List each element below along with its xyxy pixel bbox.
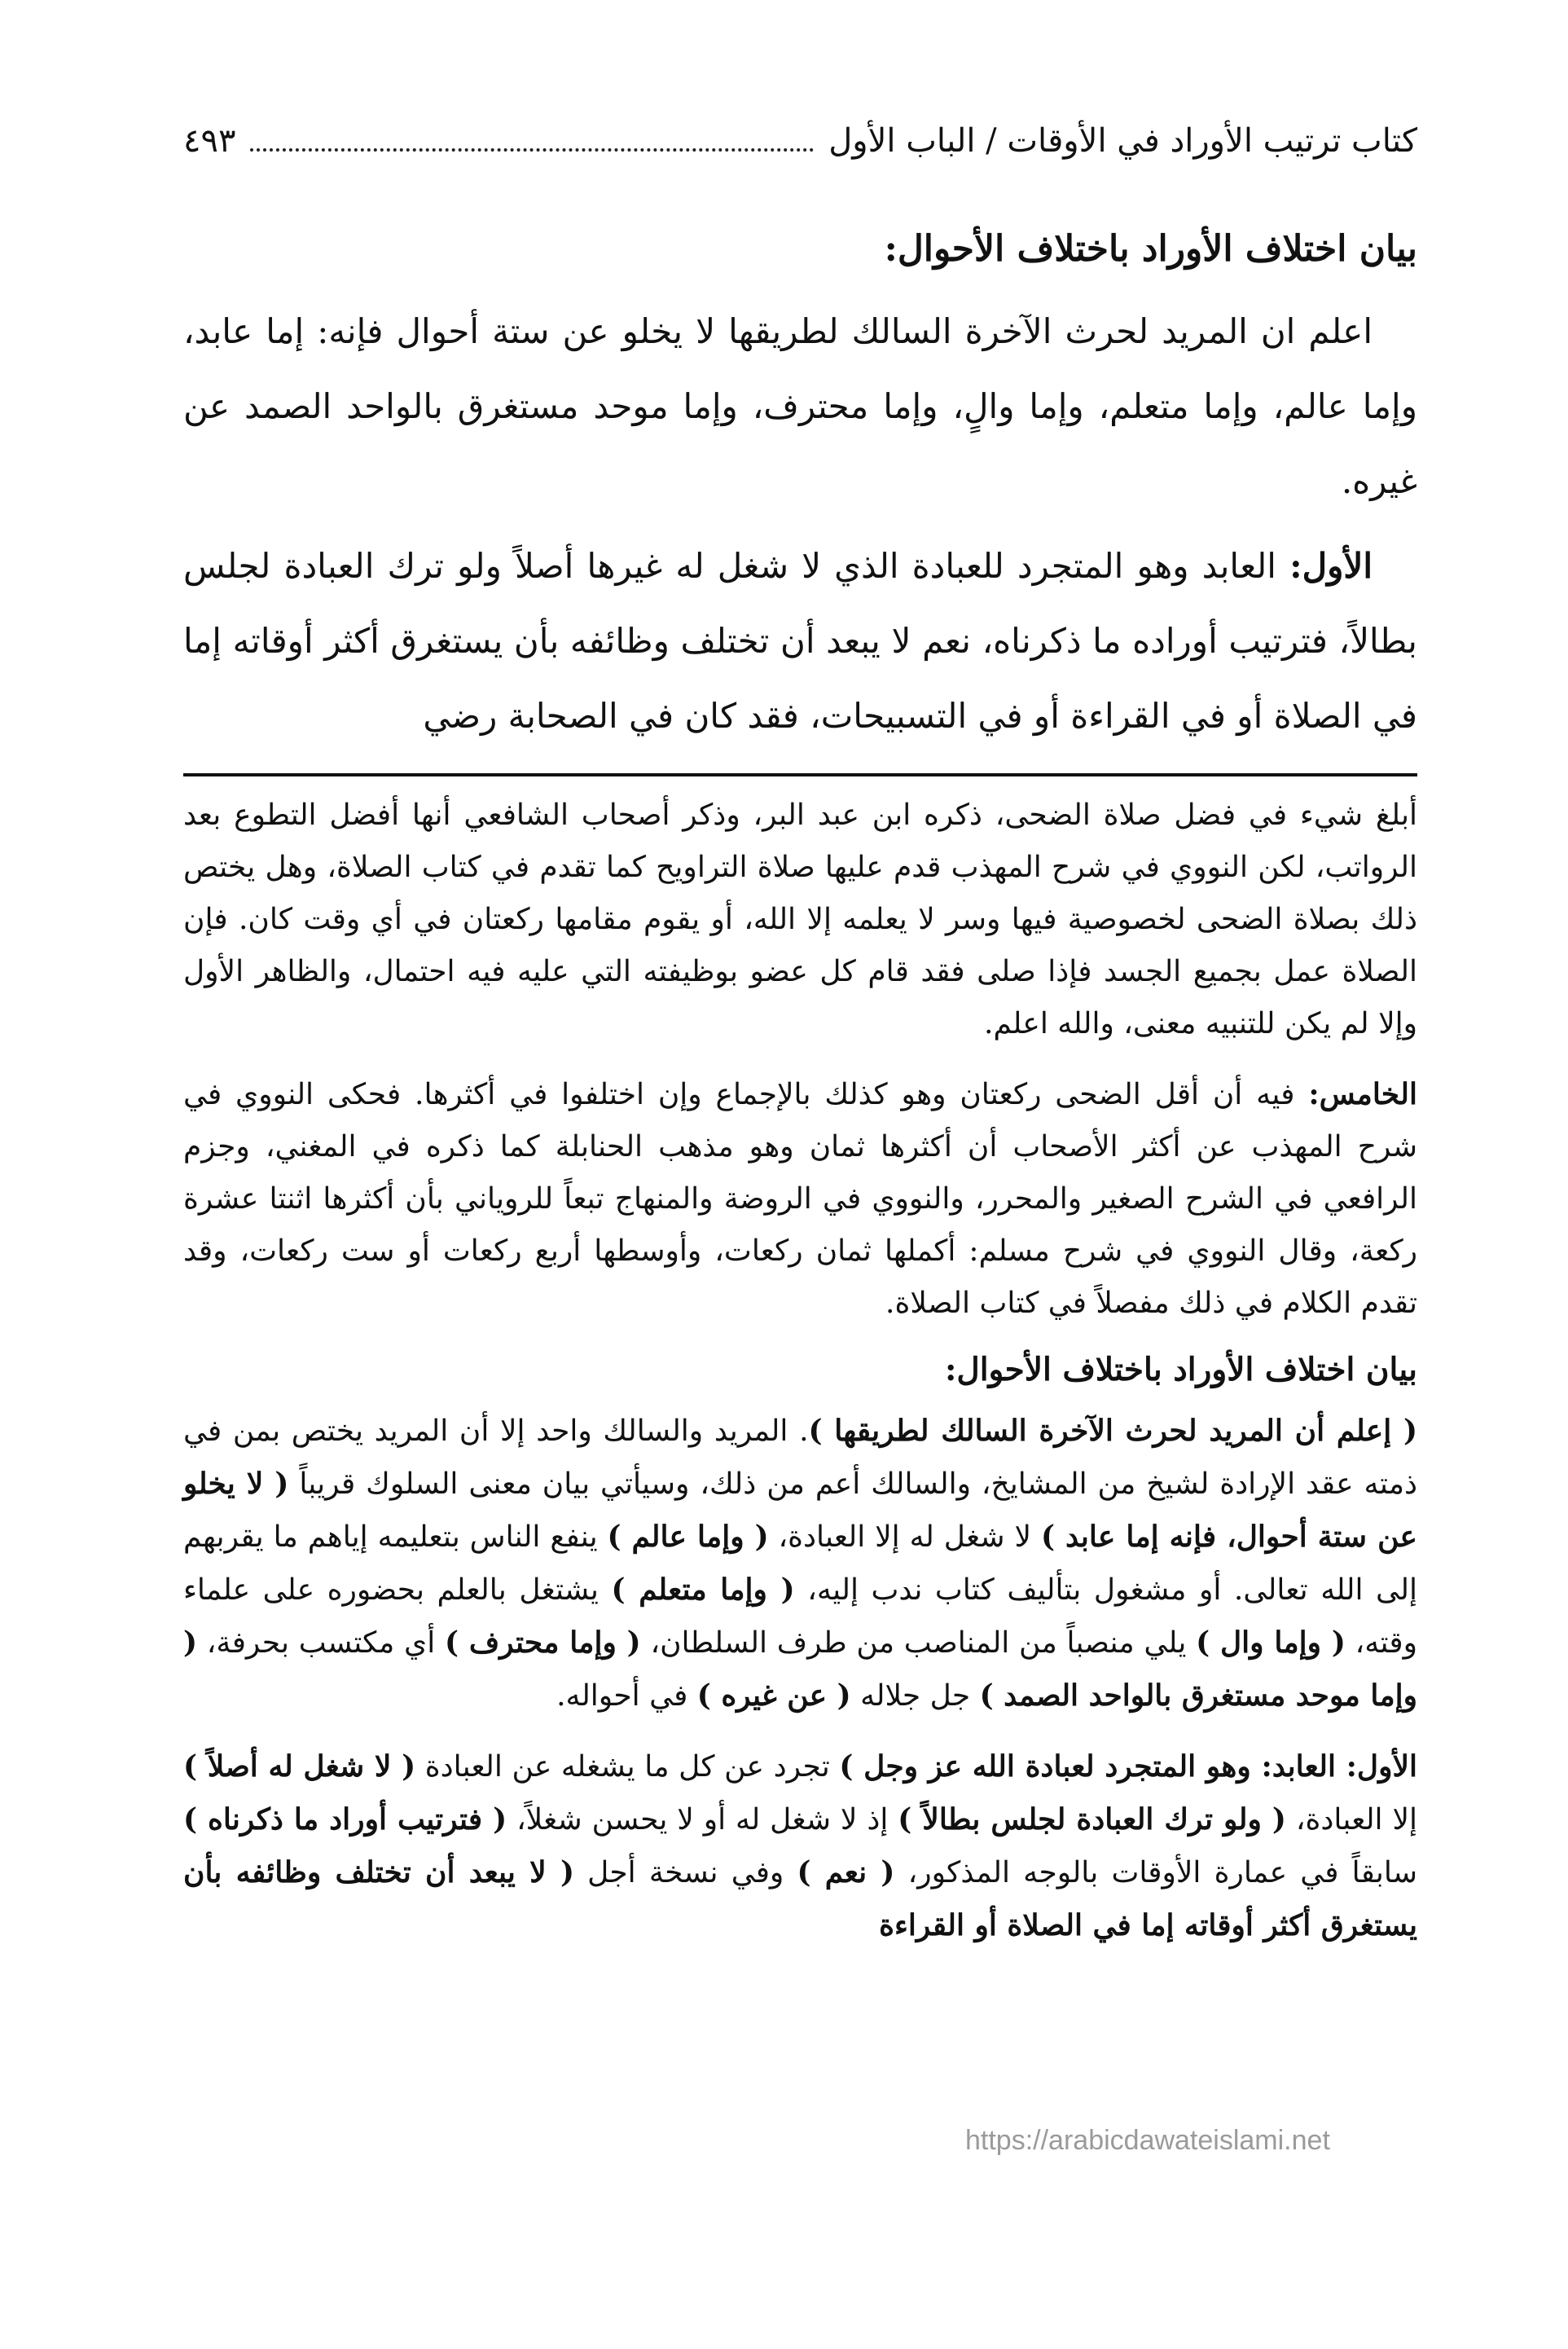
commentary-paragraph-4: الأول: العابد: وهو المتجرد لعبادة الله عز وجل ) تجرد عن كل ما يشغله عن العبادة ( لا شغل له أصلاً ) إلا العبادة، ( ولو ترك العبادة لجلس بطالاً ) إذ لا شغل له أو لا يحسن شغلاً، ( فترتيب أوراد ما ذكرناه ) سابقاً في عمارة الأوقات بالوجه المذكور، ( نعم ) وفي نسخة أجل ( لا يبعد أن تختلف وظائفه بأن يستغرق أكثر أوقاته إما في الصلاة أو القراءة: [183, 1749, 1418, 1942]
commentary-section: [183, 790, 1417, 1952]
page-number: ٤٩٣: [183, 122, 236, 160]
header-title: كتاب ترتيب الأوراد في الأوقات / الباب الأول: [828, 122, 1417, 160]
commentary-paragraph-3: ( إعلم أن المريد لحرث الآخرة السالك لطريقها ). المريد والسالك واحد إلا أن المريد يختص بمن في ذمته عقد الإرادة لشيخ من المشايخ، والسالك أعم من ذلك، وسيأتي بيان معنى السلوك قريباً ( لا يخلو عن ستة أحوال، فإنه إما عابد ) لا شغل له إلا العبادة، ( وإما عالم ) ينفع الناس بتعليمه إياهم ما يقربهم إلى الله تعالى. أو مشغول بتأليف كتاب ندب إليه، ( وإما متعلم ) يشتغل بالعلم بحضوره على علماء وقته، ( وإما وال ) يلي منصباً من المناصب من طرف السلطان، ( وإما محترف ) أي مكتسب بحرفة، ( وإما موحد مستغرق بالواحد الصمد ) جل جلاله ( عن غيره ) في أحواله.: [183, 1414, 1418, 1713]
source-watermark: https://arabicdawateislami.net: [965, 2125, 1330, 2156]
footnote-separator: [183, 773, 1417, 776]
book-page: [183, 122, 1417, 2273]
main-paragraph-2-lead: الأول:: [1289, 546, 1373, 586]
main-paragraph-2: الأول: العابد وهو المتجرد للعبادة الذي لا شغل له غيرها أصلاً ولو ترك العبادة لجلس بطالاً، فترتيب أوراده ما ذكرناه، نعم لا يبعد أن تختلف وظائفه بأن يستغرق أكثر أوقاته إما في الصلاة أو في القراءة أو في التسبيحات، فقد كان في الصحابة رضي: [183, 546, 1417, 736]
main-paragraph-1: اعلم ان المريد لحرث الآخرة السالك لطريقها لا يخلو عن ستة أحوال فإنه: إما عابد، وإما عالم، وإما متعلم، وإما والٍ، وإما محترف، وإما موحد مستغرق بالواحد الصمد عن غيره.: [183, 311, 1417, 501]
section-heading: بيان اختلاف الأوراد باختلاف الأحوال:: [884, 228, 1417, 270]
commentary-heading: بيان اختلاف الأوراد باختلاف الأحوال:: [944, 1351, 1417, 1388]
main-text: [183, 228, 1417, 754]
header-dot-leader: [250, 148, 814, 152]
running-header: [183, 122, 1417, 179]
commentary-paragraph-2: الخامس: فيه أن أقل الضحى ركعتان وهو كذلك بالإجماع وإن اختلفوا في أكثرها. فحكى النووي في شرح المهذب عن أكثر الأصحاب أن أكثرها ثمان وهو مذهب الحنابلة كما ذكره في المغني، وجزم الرافعي في الشرح الصغير والمحرر، والنووي في الروضة والمنهاج تبعاً للروياني بأن أكثرها اثنتا عشرة ركعة، وقال النووي في شرح مسلم: أكملها ثمان ركعات، وأوسطها أربع ركعات أو ست ركعات، وقد تقدم الكلام في ذلك مفصلاً في كتاب الصلاة.: [183, 1077, 1417, 1320]
commentary-paragraph-1: أبلغ شيء في فضل صلاة الضحى، ذكره ابن عبد البر، وذكر أصحاب الشافعي أنها أفضل التطوع بعد الرواتب، لكن النووي في شرح المهذب قدم عليها صلاة التراويح كما تقدم في كتاب الصلاة، وهل يختص ذلك بصلاة الضحى لخصوصية فيها وسر لا يعلمه إلا الله، أو يقوم مقامها ركعتان في أي وقت كان. فإن الصلاة عمل بجميع الجسد فإذا صلى فقد قام كل عضو بوظيفته التي عليه فيه احتمال، والظاهر الأول وإلا لم يكن للتنبيه معنى، والله اعلم.: [183, 798, 1417, 1040]
